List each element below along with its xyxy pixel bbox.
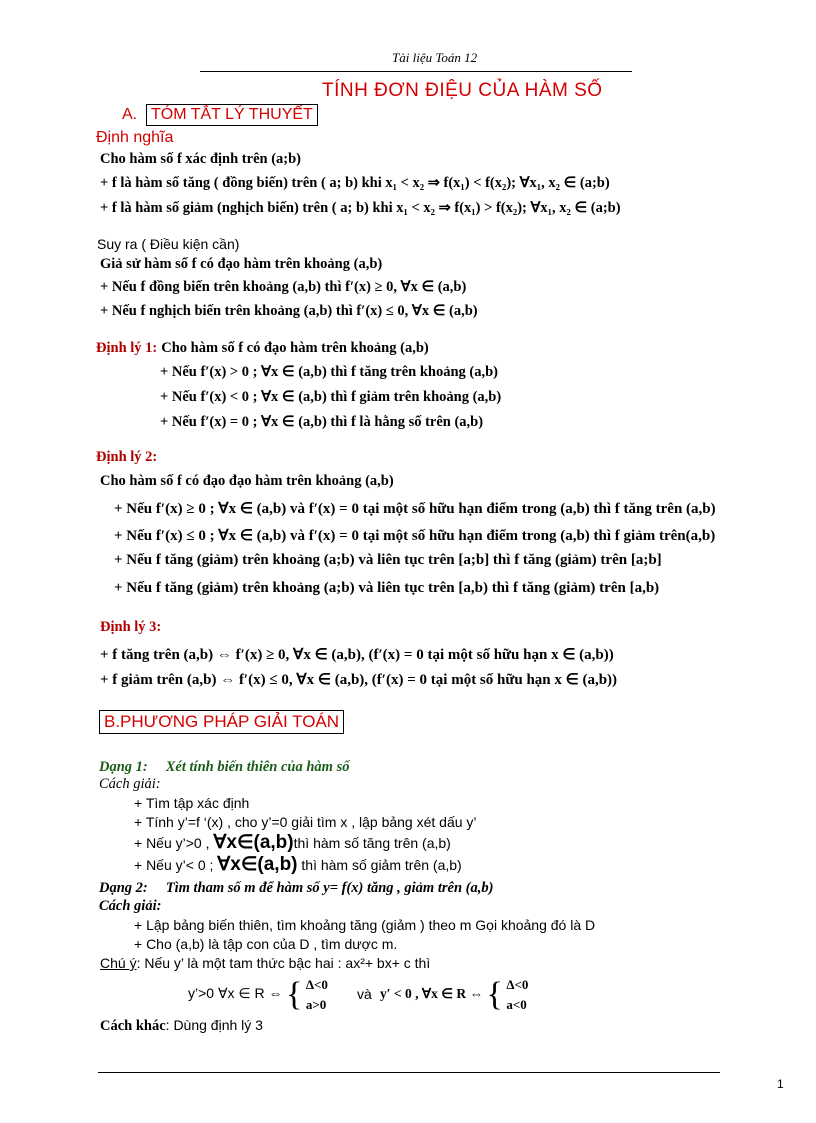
theorem-1-line-2: + Nếu f′(x) < 0 ; ∀x ∈ (a,b) thì f giảm trên khoảng (a,b) bbox=[160, 389, 502, 405]
theorem-2-line-3: + Nếu f tăng (giảm) trên khoảng (a;b) và liên tục trên [a;b] thì f tăng (giảm) trên [a;b] bbox=[114, 552, 662, 568]
header-title: Tài liệu Toán 12 bbox=[392, 50, 478, 65]
type-2-method: Cách giải: bbox=[99, 898, 162, 914]
definition-heading: Định nghĩa bbox=[96, 129, 174, 146]
alternative-text: : Dùng định lý 3 bbox=[165, 1017, 263, 1033]
theorem-3-label: Định lý 3: bbox=[100, 619, 162, 635]
section-b-title: B.PHƯƠNG PHÁP GIẢI TOÁN bbox=[99, 710, 344, 734]
theorem-2-line-1: + Nếu f′(x) ≥ 0 ; ∀x ∈ (a,b) và f′(x) = 0 tại một số hữu hạn điểm trong (a,b) thì f tăng trên (a,b) bbox=[114, 501, 716, 517]
theorem-3-line-1: + f tăng trên (a,b) ⇔ f′(x) ≥ 0, ∀x ∈ (a,b), (f′(x) = 0 tại một số hữu hạn x ∈ (a,b)) bbox=[100, 647, 614, 663]
consequence-line-2: + Nếu f đồng biến trên khoảng (a,b) thì f′(x) ≥ 0, ∀x ∈ (a,b) bbox=[100, 279, 467, 295]
theorem-1-line-1: + Nếu f′(x) > 0 ; ∀x ∈ (a,b) thì f tăng trên khoảng (a,b) bbox=[160, 364, 498, 380]
condition-2-left: y′ < 0 , ∀x ∈ R ⇔ bbox=[380, 986, 483, 1002]
condition-1-brace: { bbox=[286, 976, 303, 1013]
type-2-step-2: + Cho (a,b) là tập con của D , tìm dược m. bbox=[134, 936, 398, 952]
theorem-3-line-2: + f giảm trên (a,b) ⇔ f′(x) ≤ 0, ∀x ∈ (a,b), (f′(x) = 0 tại một số hữu hạn x ∈ (a,b)) bbox=[100, 672, 618, 688]
type-1-title: Xét tính biến thiên của hàm số bbox=[165, 759, 350, 775]
type-2-condition-2 bbox=[380, 975, 528, 1015]
theorem-1-line-3: + Nếu f′(x) = 0 ; ∀x ∈ (a,b) thì f là hằng số trên (a,b) bbox=[160, 414, 484, 430]
condition-1-system bbox=[306, 975, 328, 1015]
type-1-heading bbox=[99, 758, 349, 776]
section-a-title: TÓM TẮT LÝ THUYẾT bbox=[146, 104, 318, 126]
type-2-heading bbox=[99, 879, 493, 897]
type-1-label: Dạng 1: bbox=[99, 759, 148, 775]
theorem-1-intro: Cho hàm số f có đạo hàm trên khoảng (a,b) bbox=[161, 340, 429, 356]
condition-1-top: Δ<0 bbox=[305, 977, 328, 992]
theorem-1-label: Định lý 1: bbox=[96, 340, 158, 356]
type-1-step-3-post: thì hàm số tăng trên (a,b) bbox=[293, 835, 451, 851]
footer-rule bbox=[98, 1072, 720, 1073]
type-1-step-4-post: thì hàm số giảm trên (a,b) bbox=[297, 857, 462, 873]
page-title: TÍNH ĐƠN ĐIỆU CỦA HÀM SỐ bbox=[322, 80, 603, 101]
type-1-step-4-symbol: ∀x∈(a,b) bbox=[217, 854, 298, 875]
condition-1-left: y’>0 ∀x ∈ R ⇔ bbox=[188, 985, 283, 1002]
consequence-line-3: + Nếu f nghịch biến trên khoảng (a,b) thì f′(x) ≤ 0, ∀x ∈ (a,b) bbox=[100, 303, 478, 319]
type-2-step-1: + Lập bảng biến thiên, tìm khoảng tăng (giảm ) theo m Gọi khoảng đó là D bbox=[134, 917, 596, 933]
type-2-title: Tìm tham số m để hàm số y= f(x) tăng , giảm trên (a,b) bbox=[165, 880, 494, 896]
type-1-step-4-pre: + Nếu y’< 0 ; bbox=[134, 857, 214, 873]
type-1-method: Cách giải: bbox=[99, 776, 161, 792]
type-1-step-3-symbol: ∀x∈(a,b) bbox=[213, 832, 294, 853]
header-rule bbox=[200, 71, 632, 72]
condition-2-system bbox=[506, 975, 528, 1015]
condition-2-brace: { bbox=[486, 976, 503, 1013]
section-a-label: A. bbox=[122, 106, 138, 123]
theorem-2-line-2: + Nếu f′(x) ≤ 0 ; ∀x ∈ (a,b) và f′(x) = 0 tại một số hữu hạn điểm trong (a,b) thì f giảm trên(a,b) bbox=[114, 528, 716, 544]
theorem-2-line-4: + Nếu f tăng (giảm) trên khoảng (a;b) và liên tục trên [a,b) thì f tăng (giảm) trên [a,b) bbox=[114, 580, 660, 596]
type-2-condition-1 bbox=[188, 975, 328, 1015]
type-2-note-text: : Nếu y’ là một tam thức bậc hai : ax²+ bx+ c thì bbox=[136, 955, 431, 971]
definition-line-1: Cho hàm số f xác định trên (a;b) bbox=[100, 151, 301, 167]
condition-2-bottom: a<0 bbox=[506, 997, 527, 1012]
alternative-label: Cách khác bbox=[100, 1018, 166, 1034]
alternative-method bbox=[100, 1017, 263, 1035]
condition-connector: và bbox=[357, 986, 372, 1002]
type-1-step-1: + Tìm tập xác định bbox=[134, 795, 250, 811]
definition-line-2: + f là hàm số tăng ( đồng biến) trên ( a; b) khi x₁ < x₂ ⇒ f(x₁) < f(x₂); ∀x₁, x₂ ∈ (a;b) bbox=[100, 175, 610, 191]
condition-1-bottom: a>0 bbox=[305, 997, 327, 1012]
definition-line-3: + f là hàm số giảm (nghịch biến) trên ( a; b) khi x₁ < x₂ ⇒ f(x₁) > f(x₂); ∀x₁, x₂ ∈ (a;b) bbox=[100, 200, 621, 216]
type-2-note-label: Chú ý bbox=[100, 955, 137, 971]
theorem-2-intro: Cho hàm số f có đạo đạo hàm trên khoảng (a,b) bbox=[100, 473, 394, 489]
type-1-step-3 bbox=[134, 831, 451, 854]
page-number: 1 bbox=[777, 1077, 784, 1091]
type-2-note bbox=[100, 955, 430, 971]
consequence-heading: Suy ra ( Điều kiện cần) bbox=[97, 236, 240, 252]
type-1-step-4 bbox=[134, 853, 462, 876]
consequence-line-1: Giả sử hàm số f có đạo hàm trên khoảng (a,b) bbox=[100, 256, 383, 272]
theorem-1-intro-row bbox=[96, 339, 429, 357]
type-1-step-2: + Tính y’=f ‘(x) , cho y’=0 giải tìm x , lập bảng xét dấu y’ bbox=[134, 814, 477, 830]
type-1-step-3-pre: + Nếu y’>0 , bbox=[134, 835, 210, 851]
condition-2-top: Δ<0 bbox=[506, 977, 529, 992]
type-2-label: Dạng 2: bbox=[99, 880, 148, 896]
theorem-2-label: Định lý 2: bbox=[96, 449, 158, 465]
